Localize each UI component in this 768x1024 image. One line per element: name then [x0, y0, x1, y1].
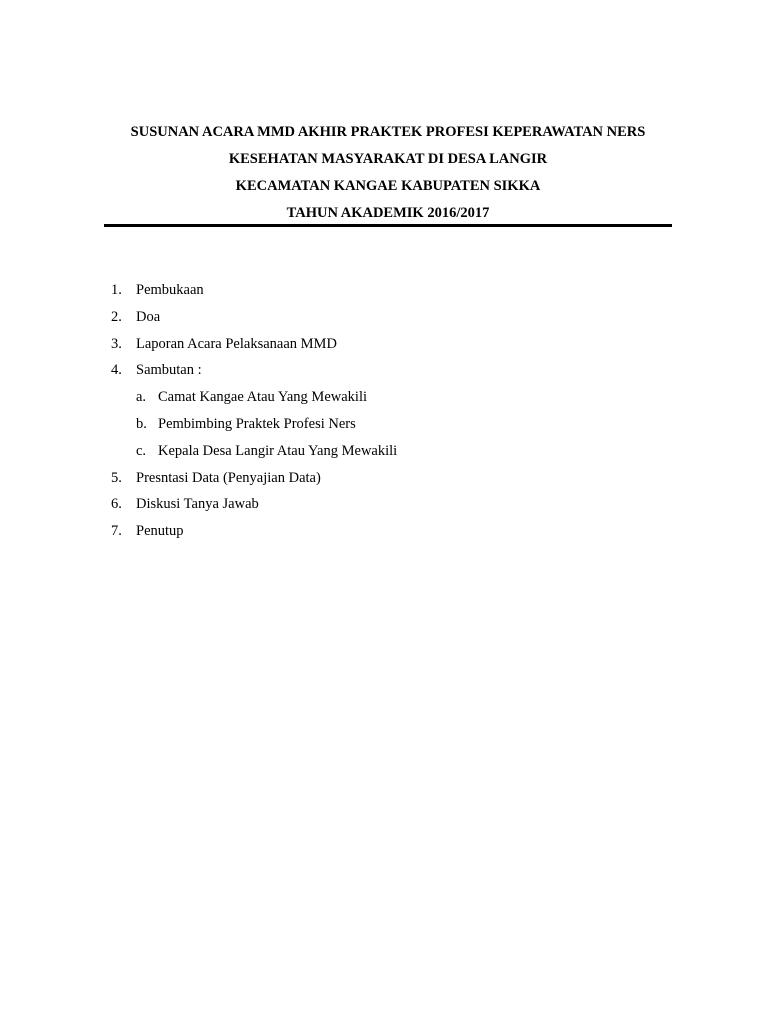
agenda-item-pembukaan — [111, 277, 651, 304]
agenda-subitem-text: Kepala Desa Langir Atau Yang Mewakili — [158, 442, 398, 459]
agenda-subitem-letter: a. — [136, 389, 147, 406]
header-divider — [104, 224, 672, 227]
header-title-line-1: SUSUNAN ACARA MMD AKHIR PRAKTEK PROFESI KEPERAWATAN NERS — [130, 124, 646, 140]
agenda-item-text: Sambutan : — [136, 362, 202, 379]
agenda-subitem-pembimbing — [111, 411, 651, 438]
agenda-item-presentasi — [111, 465, 651, 492]
agenda-item-doa — [111, 304, 651, 331]
agenda-item-laporan — [111, 331, 651, 358]
agenda-item-number: 4. — [111, 362, 122, 379]
document-header — [104, 119, 672, 227]
agenda-item-text: Diskusi Tanya Jawab — [136, 496, 259, 513]
agenda-item-number: 1. — [111, 282, 122, 298]
agenda-list — [111, 277, 651, 545]
agenda-item-number: 7. — [111, 523, 122, 540]
agenda-item-sambutan — [111, 357, 651, 384]
agenda-item-text: Pembukaan — [136, 282, 204, 298]
header-title-line-2: KESEHATAN MASYARAKAT DI DESA LANGIR — [228, 151, 548, 167]
agenda-item-number: 2. — [111, 308, 122, 325]
agenda-subitem-text: Camat Kangae Atau Yang Mewakili — [158, 389, 368, 406]
header-title-line-3: KECAMATAN KANGAE KABUPATEN SIKKA — [235, 178, 541, 194]
header-title-line-4: TAHUN AKADEMIK 2016/2017 — [286, 205, 490, 221]
agenda-subitem-text: Pembimbing Praktek Profesi Ners — [158, 415, 356, 432]
agenda-item-number: 5. — [111, 469, 122, 486]
agenda-item-text: Presntasi Data (Penyajian Data) — [136, 469, 321, 486]
agenda-item-text: Penutup — [136, 523, 184, 540]
agenda-item-number: 3. — [111, 335, 122, 352]
agenda-subitem-letter: b. — [136, 415, 147, 432]
agenda-subitem-kepala-desa — [111, 438, 651, 465]
agenda-item-text: Doa — [136, 308, 161, 325]
agenda-subitem-letter: c. — [136, 442, 147, 459]
agenda-item-penutup — [111, 518, 651, 545]
agenda-subitem-camat — [111, 384, 651, 411]
agenda-item-diskusi — [111, 491, 651, 518]
agenda-item-number: 6. — [111, 496, 122, 513]
agenda-item-text: Laporan Acara Pelaksanaan MMD — [136, 335, 337, 352]
